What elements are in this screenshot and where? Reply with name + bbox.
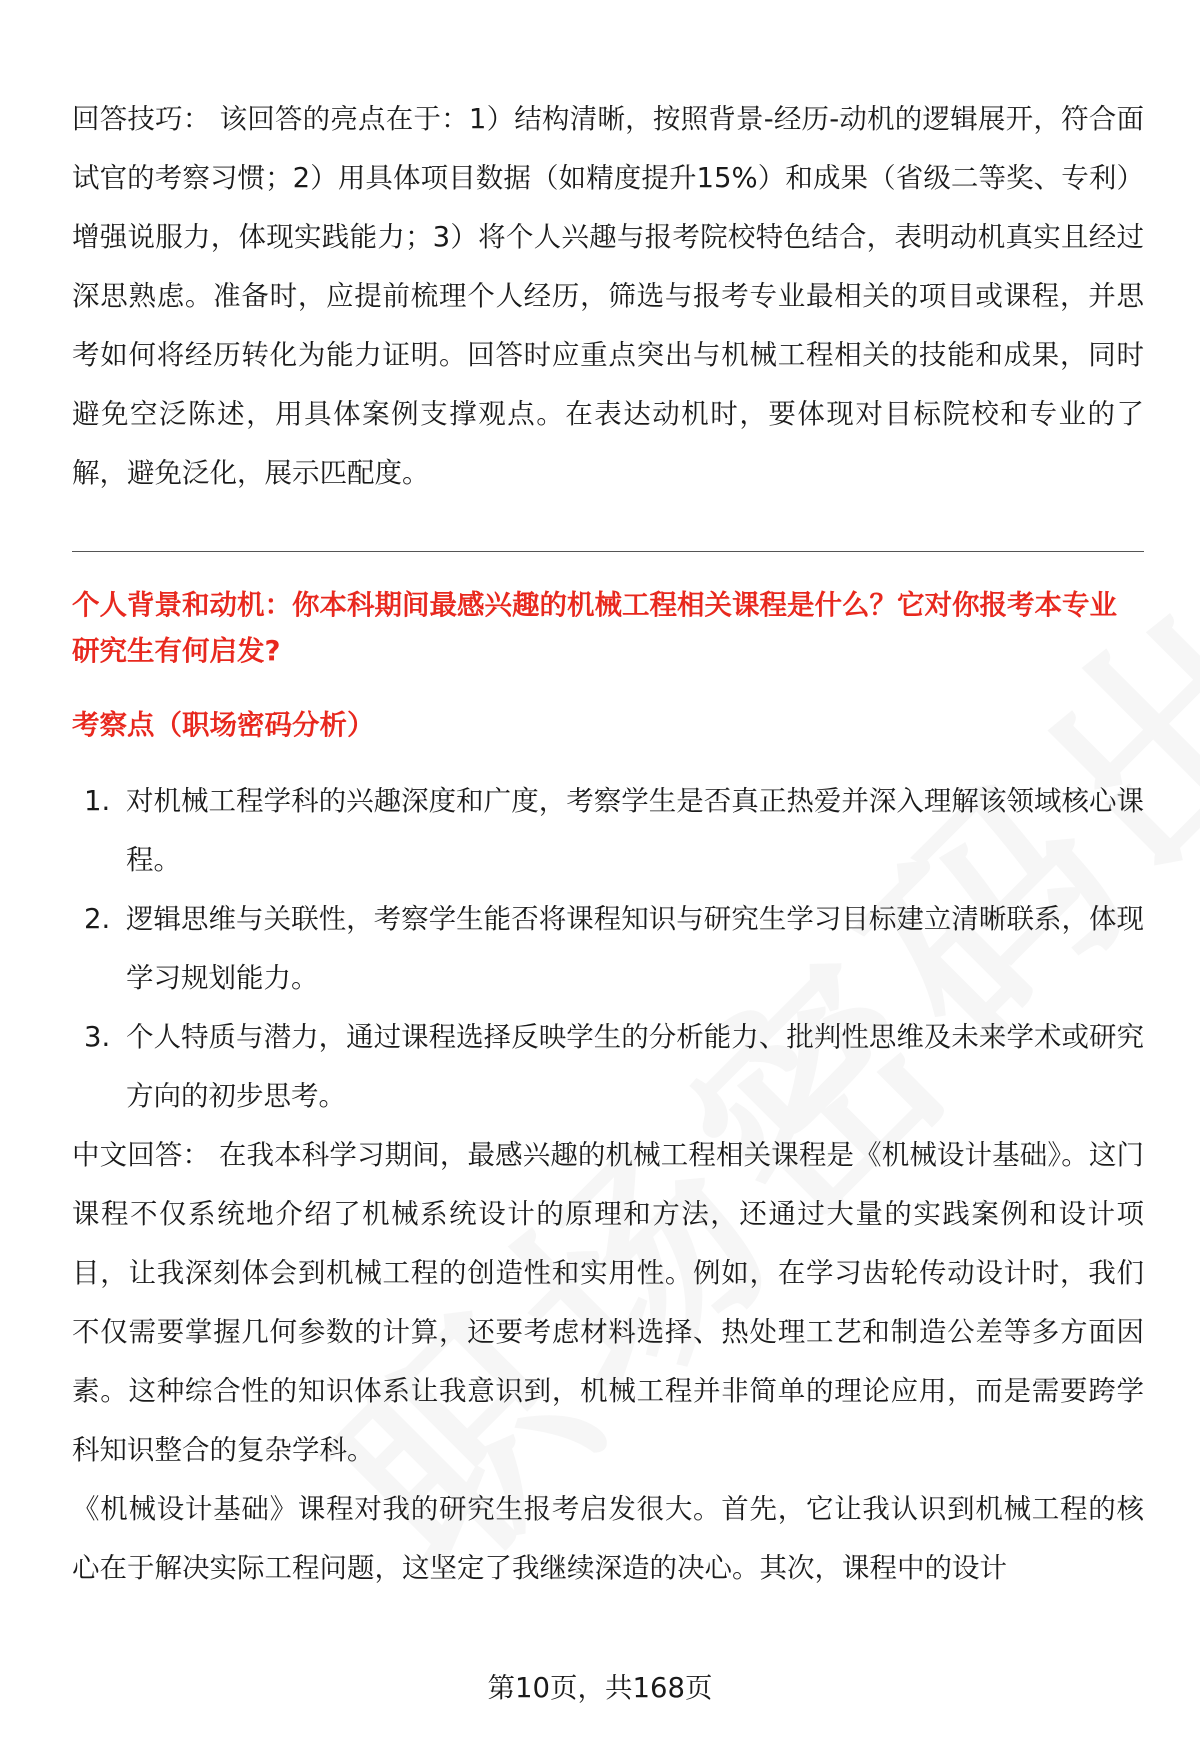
list-item xyxy=(72,772,1144,890)
page-content xyxy=(72,90,1144,1598)
points-list xyxy=(72,772,1144,1126)
list-item-text: 个人特质与潜力，通过课程选择反映学生的分析能力、批判性思维及未来学术或研究方向的初步思考。 xyxy=(126,1021,1144,1112)
list-item-number: 3. xyxy=(84,1021,111,1053)
answer-paragraph-2: 《机械设计基础》课程对我的研究生报考启发很大。首先，它让我认识到机械工程的核心在于解决实际工程问题，这坚定了我继续深造的决心。其次，课程中的设计 xyxy=(72,1493,1144,1584)
list-item xyxy=(72,890,1144,1008)
tips-paragraph: 回答技巧： 该回答的亮点在于：1）结构清晰，按照背景-经历-动机的逻辑展开，符合面试官的考察习惯；2）用具体项目数据（如精度提升15%）和成果（省级二等奖、专利）增强说服力，体现实践能力；3）将个人兴趣与报考院校特色结合，表明动机真实且经过深思熟虑。准备时，应提前梳理个人经历，筛选与报考专业最相关的项目或课程，并思考如何将经历转化为能力证明。回答时应重点突出与机械工程相关的技能和成果，同时避免空泛陈述，用具体案例支撑观点。在表达动机时，要体现对目标院校和专业的了解，避免泛化，展示匹配度。 xyxy=(72,103,1144,489)
list-item-text: 对机械工程学科的兴趣深度和广度，考察学生是否真正热爱并深入理解该领域核心课程。 xyxy=(126,785,1144,876)
page-number-footer: 第10页，共168页 xyxy=(487,1672,713,1704)
question-heading: 个人背景和动机：你本科期间最感兴趣的机械工程相关课程是什么？它对你报考本专业研究生有何启发? xyxy=(72,589,1117,667)
points-heading: 考察点（职场密码分析） xyxy=(72,709,375,741)
section-divider xyxy=(72,551,1144,552)
list-item xyxy=(72,1008,1144,1126)
list-item-number: 2. xyxy=(84,903,111,935)
list-item-number: 1. xyxy=(84,785,111,817)
list-item-text: 逻辑思维与关联性，考察学生能否将课程知识与研究生学习目标建立清晰联系，体现学习规划能力。 xyxy=(126,903,1144,994)
answer-paragraph-1: 中文回答： 在我本科学习期间，最感兴趣的机械工程相关课程是《机械设计基础》。这门课程不仅系统地介绍了机械系统设计的原理和方法，还通过大量的实践案例和设计项目，让我深刻体会到机械工程的创造性和实用性。例如，在学习齿轮传动设计时，我们不仅需要掌握几何参数的计算，还要考虑材料选择、热处理工艺和制造公差等多方面因素。这种综合性的知识体系让我意识到，机械工程并非简单的理论应用，而是需要跨学科知识整合的复杂学科。 xyxy=(72,1139,1144,1466)
